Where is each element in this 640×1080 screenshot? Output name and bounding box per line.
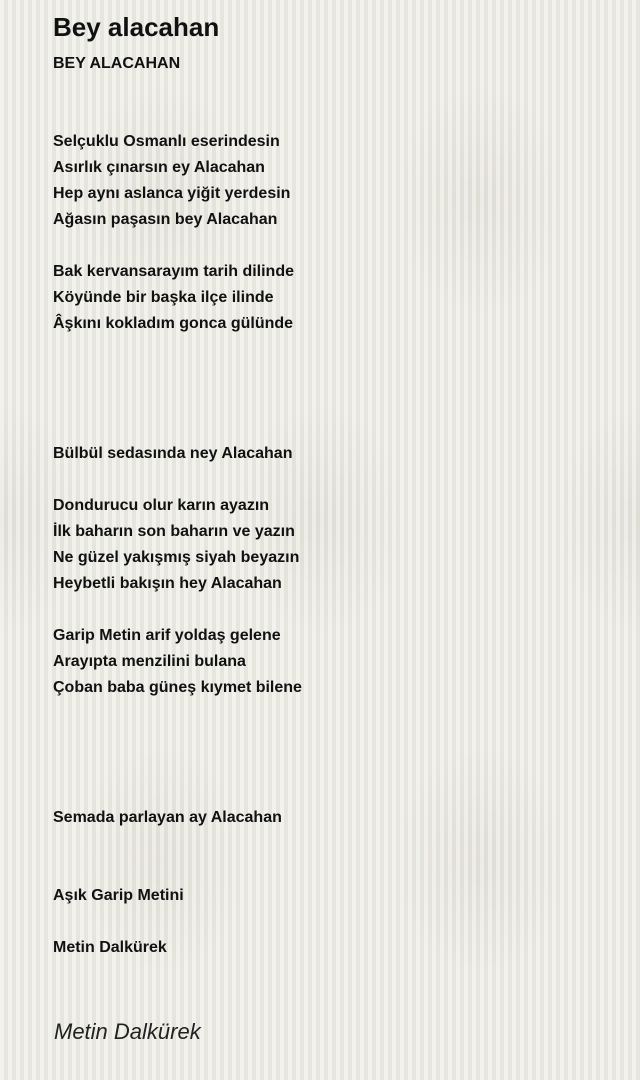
poem-line: Âşkını kokladım gonca gülünde <box>53 315 294 332</box>
poem-line: İlk baharın son baharın ve yazın <box>53 523 295 540</box>
poem-line: Garip Metin arif yoldaş gelene <box>53 627 281 644</box>
poem-line <box>53 233 302 259</box>
poem-line: Bak kervansarayım tarih dilinde <box>53 263 294 280</box>
poem-line <box>53 857 302 883</box>
poem-line: Semada parlayan ay Alacahan <box>53 809 282 826</box>
poem-line: Dondurucu olur karın ayazın <box>53 497 270 514</box>
poem-line: Metin Dalkürek <box>53 939 167 956</box>
poem-line <box>53 909 302 935</box>
poem-line <box>53 467 302 493</box>
poem-line <box>53 701 302 727</box>
poem-line <box>53 727 302 753</box>
poem-line: Ağasın paşasın bey Alacahan <box>53 211 278 228</box>
poem-line <box>53 415 302 441</box>
poem-line <box>53 753 302 779</box>
poem-line <box>53 831 302 857</box>
author-signature: Metin Dalkürek <box>54 1019 201 1044</box>
poem-line: Çoban baba güneş kıymet bilene <box>53 679 302 696</box>
poem-line: Ne güzel yakışmış siyah beyazın <box>53 549 300 566</box>
poem-line <box>53 103 302 129</box>
poem-line: Hep aynı aslanca yiğit yerdesin <box>53 185 291 202</box>
poem-line <box>53 363 302 389</box>
poem-line: Asırlık çınarsın ey Alacahan <box>53 159 265 176</box>
poem-line: Selçuklu Osmanlı eserindesin <box>53 133 280 150</box>
poem-line: Arayıpta menzilini bulana <box>53 653 246 670</box>
poem-line: Köyünde bir başka ilçe ilinde <box>53 289 274 306</box>
poem-body <box>53 103 302 961</box>
poem-line: Aşık Garip Metini <box>53 887 184 904</box>
poem-line <box>53 389 302 415</box>
poem-line <box>53 337 302 363</box>
poem-line: Bülbül sedasında ney Alacahan <box>53 445 293 462</box>
poem-line: Heybetli bakışın hey Alacahan <box>53 575 282 592</box>
poem-line <box>53 597 302 623</box>
poem-subtitle: BEY ALACAHAN <box>53 55 181 72</box>
poem-title: Bey alacahan <box>53 12 220 42</box>
poem-line <box>53 779 302 805</box>
